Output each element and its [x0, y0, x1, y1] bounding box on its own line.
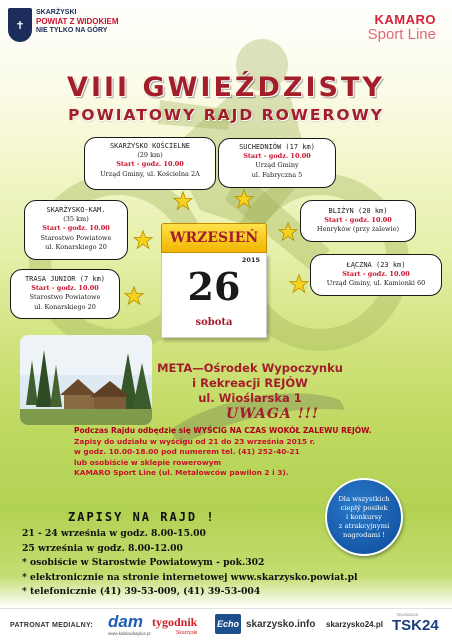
location-start: Start - godz. 10.00: [243, 152, 311, 161]
calendar-day: 26: [187, 264, 241, 309]
sponsor-tygodnik-sub: Skarżyski: [176, 630, 198, 636]
location-start: Start - godz. 10.00: [116, 160, 184, 169]
location-box-trasa-junior: [10, 269, 120, 319]
registration-heading: ZAPISY NA RAJD !: [68, 510, 216, 524]
badge-line: z atrakcyjnymi: [338, 521, 390, 530]
registration-line: 21 - 24 września w godz. 8.00-15.00: [22, 528, 206, 539]
star-icon: [133, 230, 153, 250]
notice-line: lub osobiście w sklepie rowerowym: [74, 457, 222, 467]
finish-line2: i Rekreacji REJÓW: [192, 376, 308, 390]
sponsor-logo-echo: Echo: [215, 614, 241, 634]
sponsor-logo-skarzysko-info: skarzysko.info: [246, 619, 316, 630]
location-distance: (35 km): [63, 215, 89, 224]
sponsor-logo-tygodnik: tygodnik: [152, 615, 198, 629]
location-address: Starostwo Powiatowe: [29, 293, 101, 302]
location-name: ŁĄCZNA (23 km): [346, 261, 406, 269]
kamaro-logo-line2: Sport Line: [367, 26, 436, 43]
location-box-blizyn: [300, 200, 416, 242]
notice-line: KAMARO Sport Line (ul. Metalowców pawilon 2 i 3).: [74, 468, 289, 478]
sponsor-logo-dam: dam: [108, 612, 143, 631]
location-distance: (29 km): [137, 151, 163, 160]
calendar-year: 2015: [241, 256, 260, 264]
location-address: Starostwo Powiatowe: [40, 233, 112, 242]
location-address-2: ul. Konarskiego 20: [34, 302, 96, 311]
location-address-2: ul. Konarskiego 20: [45, 242, 107, 251]
kamaro-logo-line1: KAMARO: [374, 12, 436, 27]
location-address: Urząd Gminy, ul. Kościelna 2A: [100, 169, 200, 178]
location-start: Start - godz. 10.00: [342, 270, 410, 279]
star-icon: [289, 274, 309, 294]
crest-icon: ✝: [8, 8, 32, 42]
notice-line: Podczas Rajdu odbędzie się WYŚCIG NA CZAS WOKÓŁ ZALEWU REJÓW.: [74, 426, 372, 435]
badge-line: Dla wszystkich: [338, 494, 390, 503]
finish-line1: META—Ośrodek Wypoczynku: [157, 361, 343, 375]
location-name: SUCHEDNIÓW (17 km): [239, 143, 315, 151]
location-box-skarzysko-koscielne: [84, 137, 216, 190]
location-box-skarzysko-kam: [24, 200, 128, 260]
star-icon: [234, 189, 254, 209]
calendar-weekday: sobota: [195, 317, 233, 328]
location-name: TRASA JUNIOR (7 km): [24, 275, 106, 283]
calendar-month: WRZESIEŃ: [161, 223, 267, 253]
badge-line: cieplý posiłek: [340, 503, 388, 512]
sponsor-tsk-sub: TELEWIZJA: [396, 612, 419, 617]
powiat-logo: [8, 8, 119, 42]
finish-line3: ul. Wioślarska 1: [198, 391, 302, 405]
location-name: SKARŻYSKO KOŚCIELNE: [109, 142, 191, 150]
venue-photo: [20, 335, 152, 425]
star-icon: [278, 222, 298, 242]
location-name: BLIŻYN (20 km): [328, 207, 388, 215]
sponsor-dam-url: www.kablowkaplus.pl: [108, 631, 151, 636]
location-box-suchedniow: [218, 138, 336, 188]
sponsors-label: PATRONAT MEDIALNY:: [10, 622, 94, 629]
location-start: Start - godz. 10.00: [42, 224, 110, 233]
location-name: SKARŻYSKO-KAM.: [46, 206, 106, 214]
badge-line: i konkursy: [345, 512, 382, 521]
registration-line: * telefonicznie (41) 39-53-009, (41) 39-53-004: [22, 586, 261, 597]
finish-location: [150, 361, 350, 406]
sponsor-logo-skarzysko24: skarzysko24.pl: [326, 620, 383, 629]
registration-line: 25 września w godz. 8.00-12.00: [22, 542, 183, 554]
media-sponsors-bar: [0, 608, 452, 640]
location-start: Start - godz. 10.00: [324, 216, 392, 225]
notice-heading: UWAGA !!!: [226, 406, 320, 422]
sponsor-logo-tsk24: TSK24: [392, 617, 439, 634]
notice-text: [74, 426, 414, 479]
location-address: Urząd Gminy: [255, 161, 299, 170]
location-start: Start - godz. 10.00: [31, 284, 99, 293]
badge-line: nagrodami !: [342, 530, 386, 539]
event-subtitle: POWIATOWY RAJD ROWEROWY: [68, 106, 384, 124]
kamaro-logo: [368, 13, 436, 43]
location-address: Henryków (przy zalewie): [316, 225, 400, 234]
location-box-laczna: [310, 254, 442, 296]
location-address: Urząd Gminy, ul. Kamionki 60: [326, 279, 426, 288]
star-icon: [124, 286, 144, 306]
notice-line: w godz. 10.00-18.00 pod numerem tel. (41) 252-40-21: [74, 447, 300, 457]
logo-left-line3: NIE TYLKO NA GÓRY: [36, 27, 108, 34]
registration-info: [22, 527, 442, 600]
star-icon: [173, 191, 193, 211]
notice-line: Zapisy do udziału w wyścigu od 21 do 23 września 2015 r.: [74, 436, 316, 446]
logo-left-line2: POWIAT Z WIDOKIEM: [36, 17, 119, 26]
date-calendar: [161, 223, 267, 338]
location-address-2: ul. Fabryczna 5: [251, 170, 303, 179]
registration-line: * elektronicznie na stronie internetowej www.skarzysko.powiat.pl: [22, 571, 358, 583]
event-title: VIII GWIEŹDZISTY: [67, 72, 385, 103]
registration-line: * osobiście w Starostwie Powiatowym - pok.302: [22, 557, 265, 568]
logo-left-line1: SKARŻYSKI: [36, 9, 77, 16]
